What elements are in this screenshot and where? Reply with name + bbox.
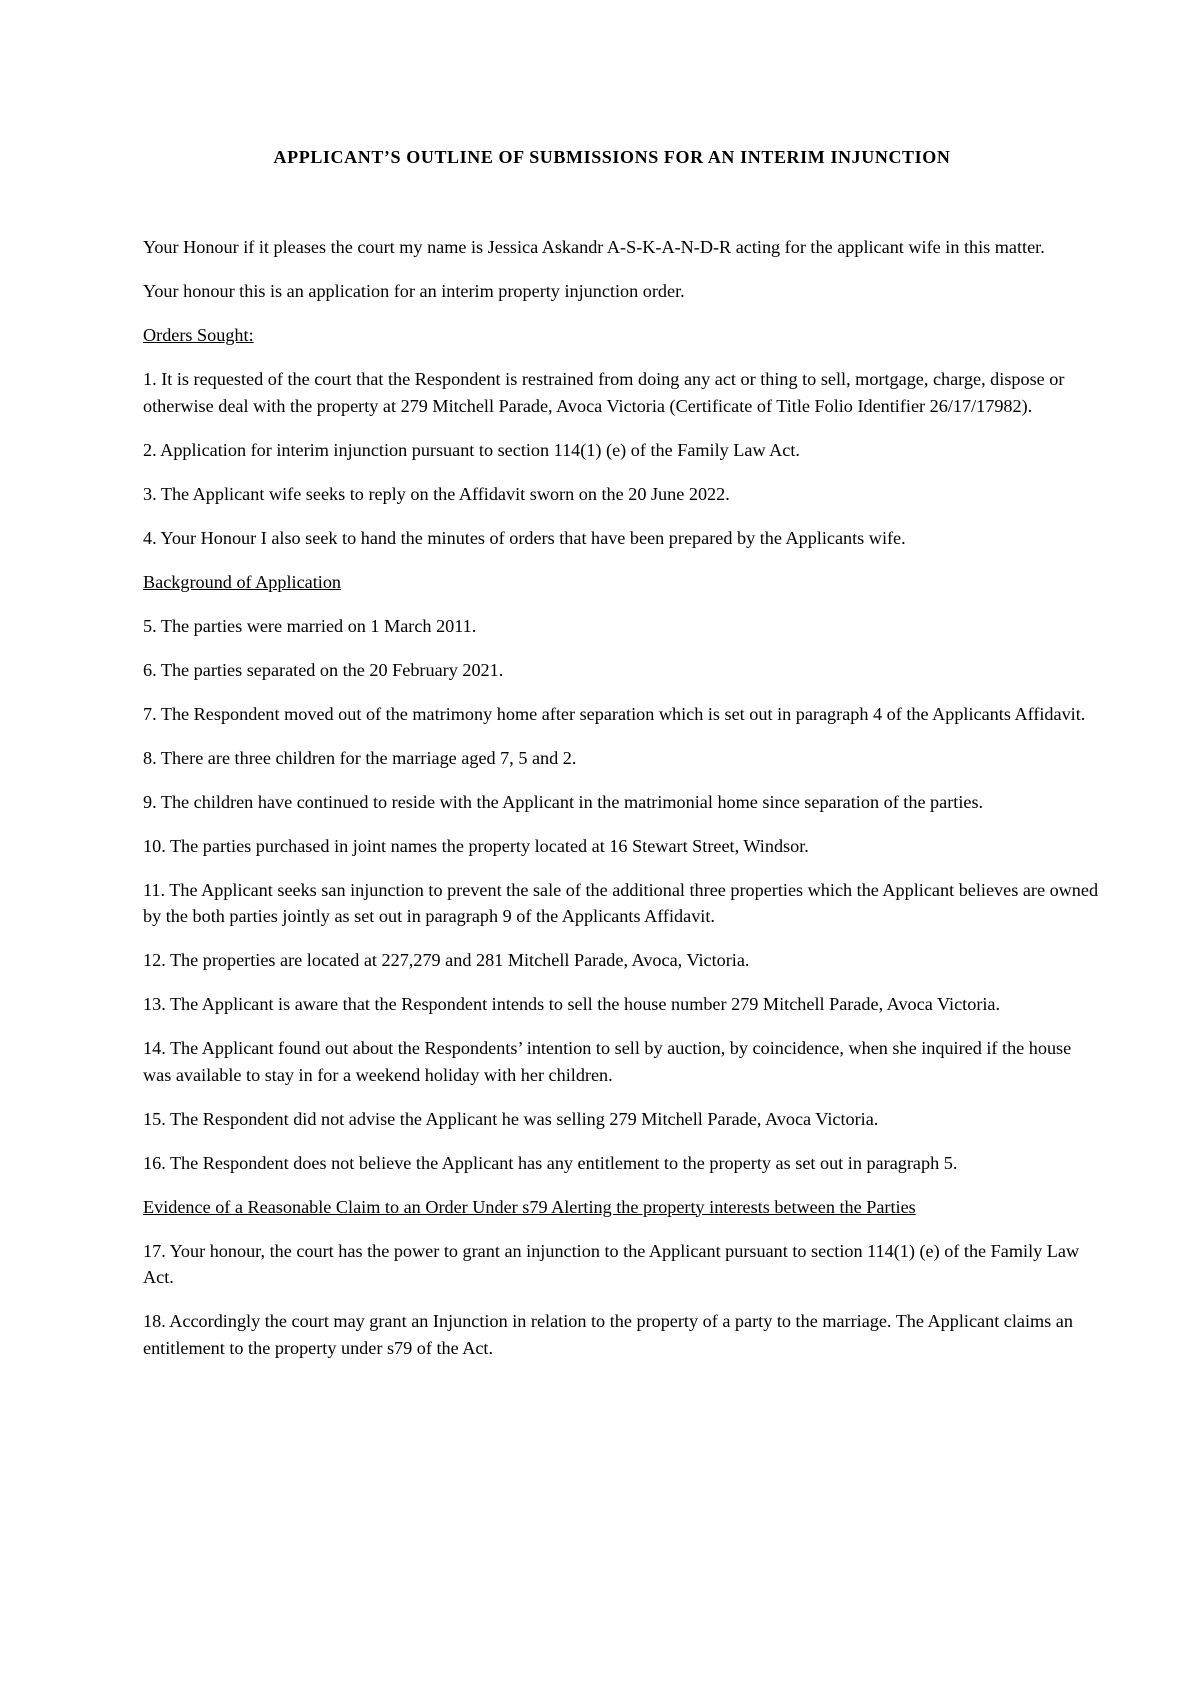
order-item: 3. The Applicant wife seeks to reply on the Affidavit sworn on the 20 June 2022. <box>143 483 730 504</box>
order-item: 4. Your Honour I also seek to hand the minutes of orders that have been prepared by the Applicants wife. <box>143 527 906 548</box>
background-item: 12. The properties are located at 227,279 and 281 Mitchell Parade, Avoca, Victoria. <box>143 950 750 970</box>
background-item: 11. The Applicant seeks san injunction to prevent the sale of the additional three properties which the Applicant believes are owned by the both parties jointly as set out in paragraph 9 of the Applicants Affidavit. <box>143 879 1099 926</box>
background-item: 7. The Respondent moved out of the matrimony home after separation which is set out in paragraph 4 of the Applicants Affidavit. <box>143 703 1086 724</box>
background-item: 8. There are three children for the marriage aged 7, 5 and 2. <box>143 747 577 768</box>
background-item: 10. The parties purchased in joint names the property located at 16 Stewart Street, Windsor. <box>143 835 809 856</box>
background-item: 16. The Respondent does not believe the Applicant has any entitlement to the property as set out in paragraph 5. <box>143 1152 958 1173</box>
intro-paragraph: Your Honour if it pleases the court my name is Jessica Askandr A-S-K-A-N-D-R acting for the applicant wife in this matter. <box>143 237 1045 257</box>
document-body <box>143 234 1101 1379</box>
evidence-item: 17. Your honour, the court has the power to grant an injunction to the Applicant pursuant to section 114(1) (e) of the Family Law Act. <box>143 1240 1080 1287</box>
intro-paragraph: Your honour this is an application for an interim property injunction order. <box>143 281 685 301</box>
section-heading-evidence: Evidence of a Reasonable Claim to an Order Under s79 Alerting the property interests between the Parties <box>143 1196 916 1217</box>
background-item: 14. The Applicant found out about the Respondents’ intention to sell by auction, by coincidence, when she inquired if the house was available to stay in for a weekend holiday with her children. <box>143 1038 1072 1085</box>
background-item: 9. The children have continued to reside with the Applicant in the matrimonial home since separation of the parties. <box>143 791 984 812</box>
order-item: 2. Application for interim injunction pursuant to section 114(1) (e) of the Family Law Act. <box>143 439 800 460</box>
background-item: 5. The parties were married on 1 March 2011. <box>143 615 477 636</box>
background-item: 13. The Applicant is aware that the Respondent intends to sell the house number 279 Mitchell Parade, Avoca Victoria. <box>143 994 1001 1014</box>
background-item: 15. The Respondent did not advise the Applicant he was selling 279 Mitchell Parade, Avoca Victoria. <box>143 1108 879 1129</box>
document-title: APPLICANT’S OUTLINE OF SUBMISSIONS FOR AN INTERIM INJUNCTION <box>273 147 951 167</box>
background-item: 6. The parties separated on the 20 February 2021. <box>143 659 504 680</box>
order-item: 1. It is requested of the court that the Respondent is restrained from doing any act or thing to sell, mortgage, charge, dispose or otherwise deal with the property at 279 Mitchell Parade, Avoca Victoria (Certificate of Title Folio Identifier 26/17/17982). <box>143 369 1065 416</box>
section-heading-orders-sought: Orders Sought: <box>143 325 254 345</box>
section-heading-background: Background of Application <box>143 571 342 592</box>
evidence-item: 18. Accordingly the court may grant an Injunction in relation to the property of a party to the marriage. The Applicant claims an entitlement to the property under s79 of the Act. <box>143 1311 1073 1358</box>
